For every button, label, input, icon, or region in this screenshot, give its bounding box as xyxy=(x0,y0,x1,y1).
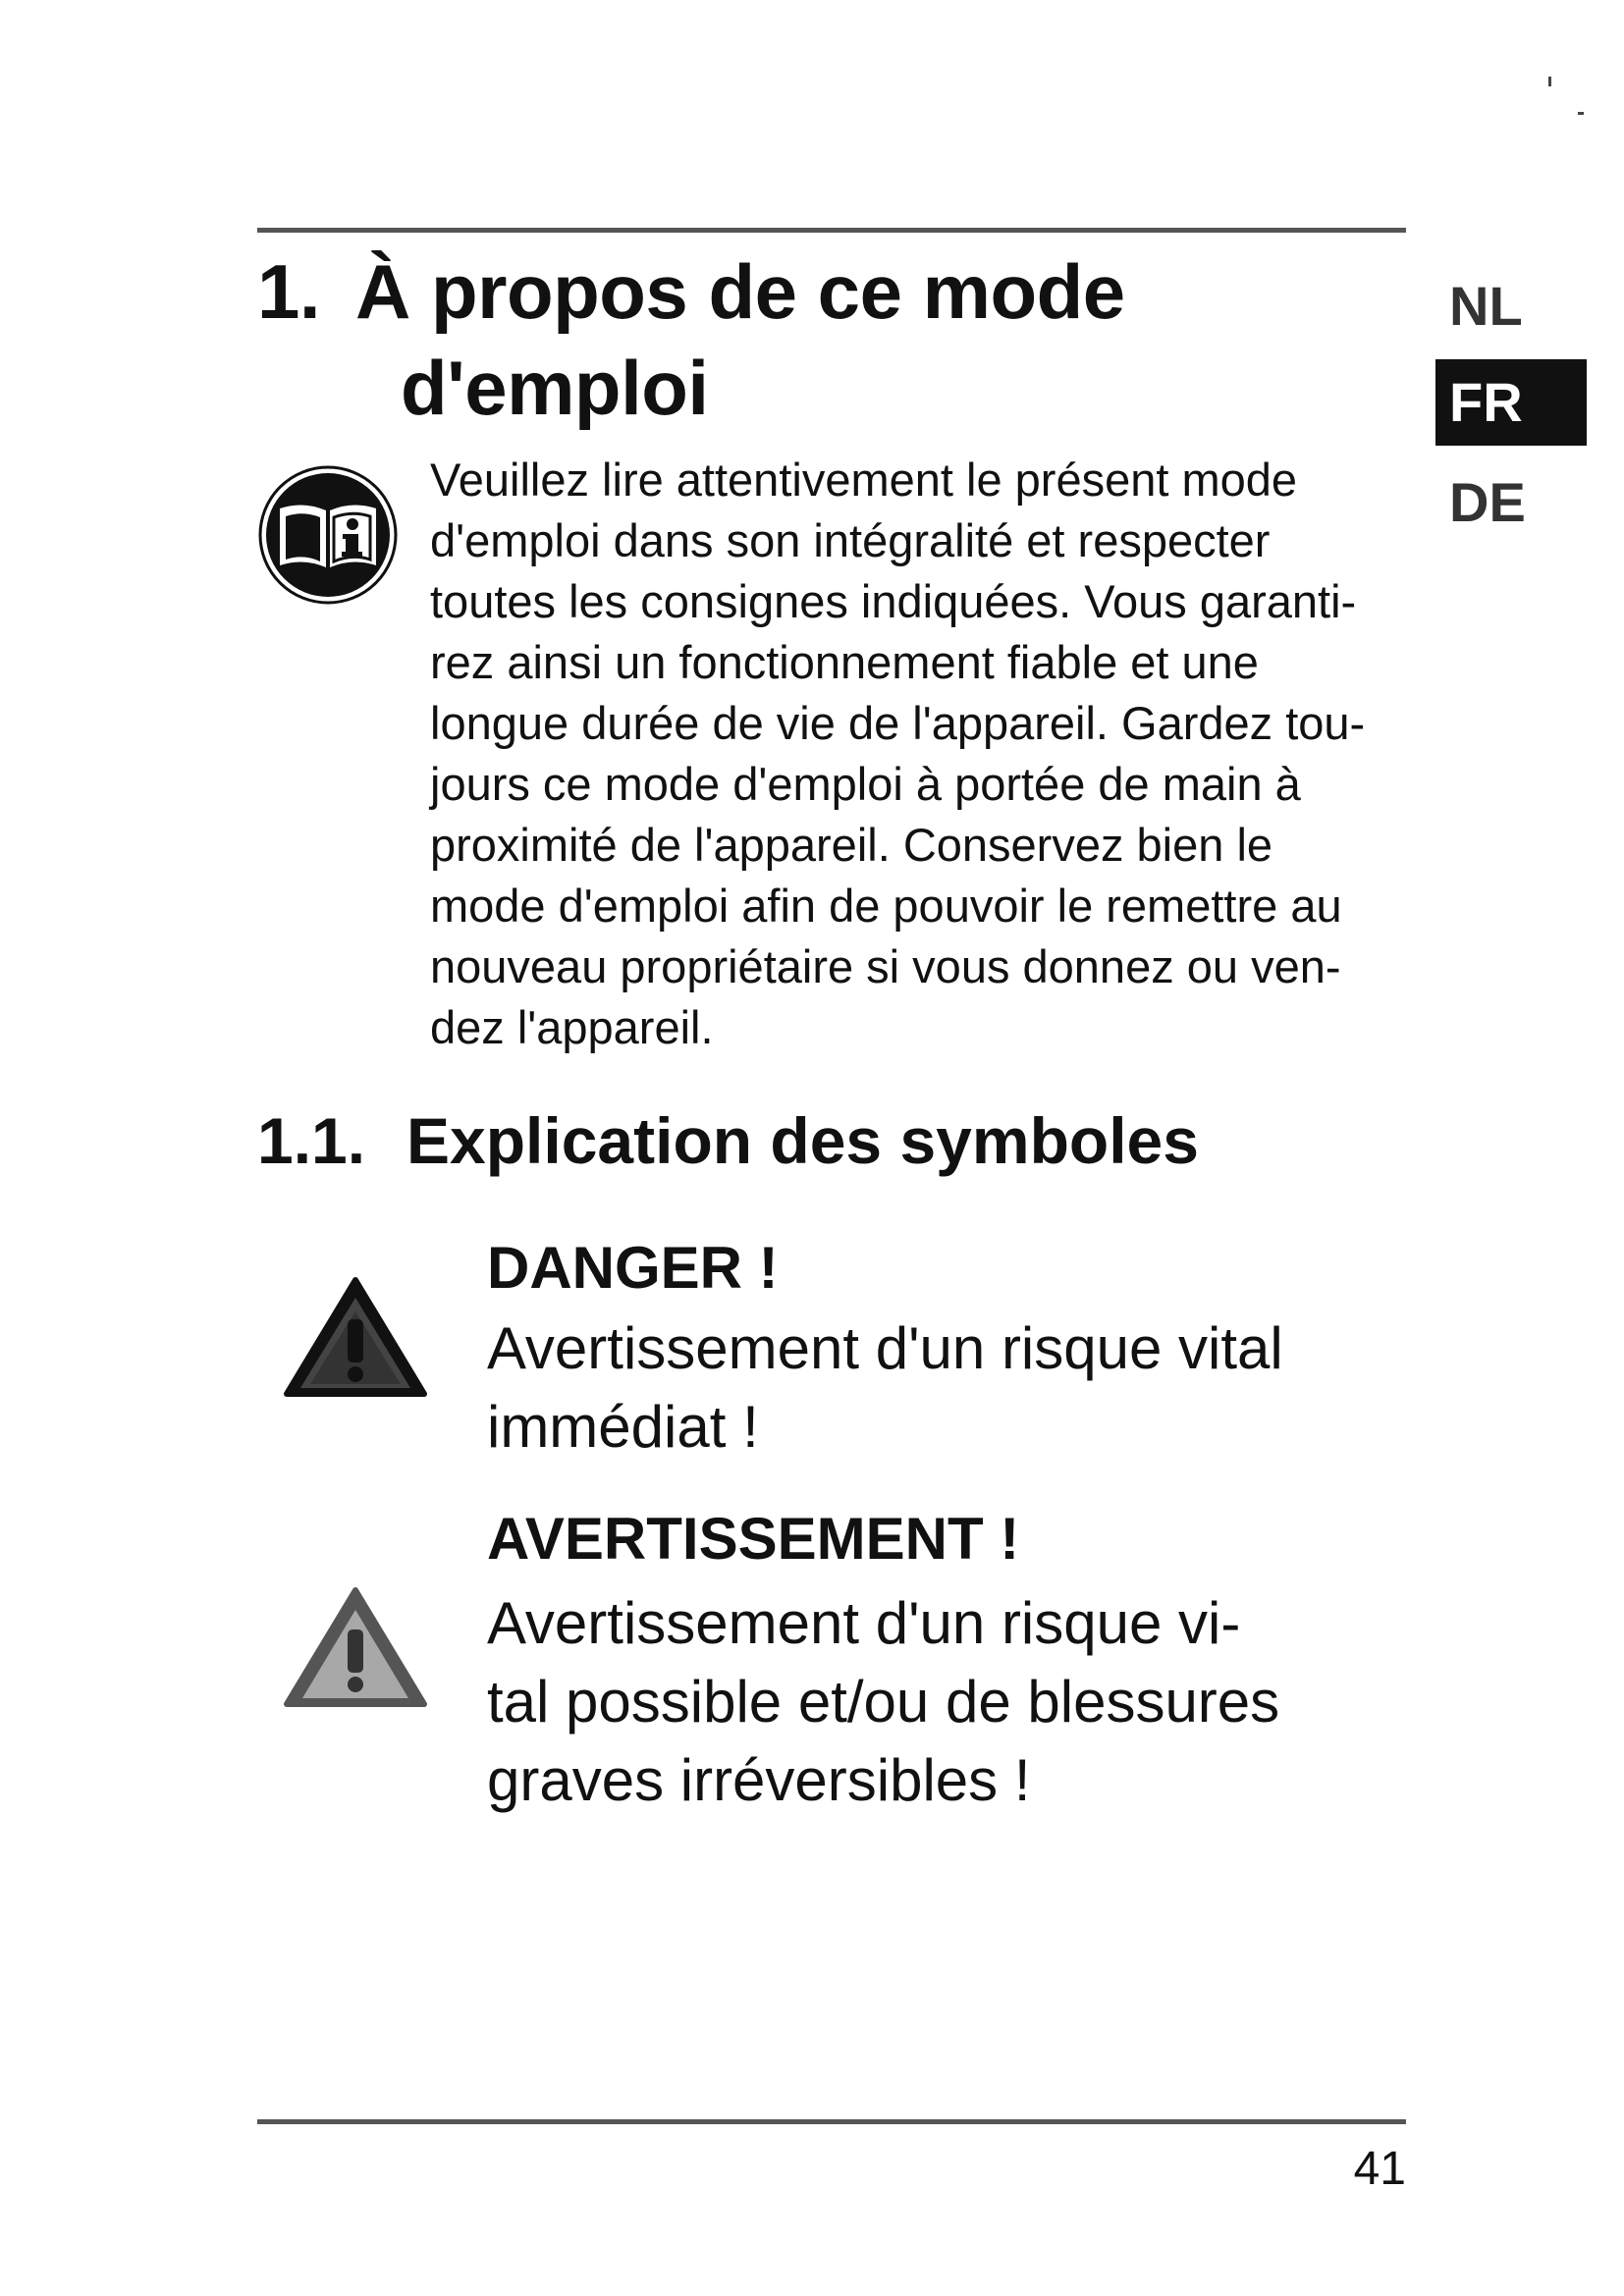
language-tab-de[interactable]: DE xyxy=(1449,471,1526,533)
intro-line: toutes les consignes indiquées. Vous garanti- xyxy=(430,575,1357,627)
warning-triangle-dark-icon xyxy=(283,1274,428,1400)
section-heading xyxy=(257,1099,1199,1182)
chapter-title-line2: d'emploi xyxy=(401,345,709,431)
page-number: 41 xyxy=(1353,2143,1406,2195)
warning-triangle-grey-icon xyxy=(283,1584,428,1710)
intro-line: nouveau propriétaire si vous donnez ou ven- xyxy=(430,940,1341,992)
warning-description-line: graves irréversibles ! xyxy=(487,1747,1031,1813)
intro-line: dez l'appareil. xyxy=(430,1001,714,1053)
scan-mark xyxy=(1578,112,1584,115)
intro-paragraph xyxy=(430,450,1412,1058)
section-title: Explication des symboles xyxy=(406,1104,1199,1177)
top-rule xyxy=(257,228,1406,233)
intro-line: mode d'emploi afin de pouvoir le remettre au xyxy=(430,880,1342,932)
chapter-title-line1: À propos de ce mode xyxy=(355,248,1125,335)
intro-line: rez ainsi un fonctionnement fiable et une xyxy=(430,636,1259,688)
scan-mark xyxy=(1548,77,1551,86)
chapter-number: 1. xyxy=(257,248,321,335)
danger-description-line: immédiat ! xyxy=(487,1394,759,1460)
language-tab-nl[interactable]: NL xyxy=(1449,275,1523,337)
section-number: 1.1. xyxy=(257,1104,366,1177)
intro-line: jours ce mode d'emploi à portée de main à xyxy=(430,758,1301,810)
warning-title: AVERTISSEMENT ! xyxy=(487,1506,1020,1572)
intro-line: Veuillez lire attentivement le présent mode xyxy=(430,454,1298,506)
manual-info-icon xyxy=(258,465,398,605)
language-tab-fr[interactable]: FR xyxy=(1435,359,1587,446)
warning-description-line: Avertissement d'un risque vi- xyxy=(487,1590,1241,1656)
danger-description-line: Avertissement d'un risque vital xyxy=(487,1315,1283,1381)
warning-description-line: tal possible et/ou de blessures xyxy=(487,1669,1280,1735)
danger-description xyxy=(487,1309,1283,1467)
intro-line: longue durée de vie de l'appareil. Gardez tou- xyxy=(430,697,1366,749)
danger-title: DANGER ! xyxy=(487,1235,779,1301)
warning-description xyxy=(487,1584,1279,1820)
bottom-rule xyxy=(257,2119,1406,2124)
intro-line: proximité de l'appareil. Conservez bien le xyxy=(430,819,1273,871)
chapter-heading xyxy=(257,243,1125,436)
intro-line: d'emploi dans son intégralité et respecter xyxy=(430,514,1271,566)
